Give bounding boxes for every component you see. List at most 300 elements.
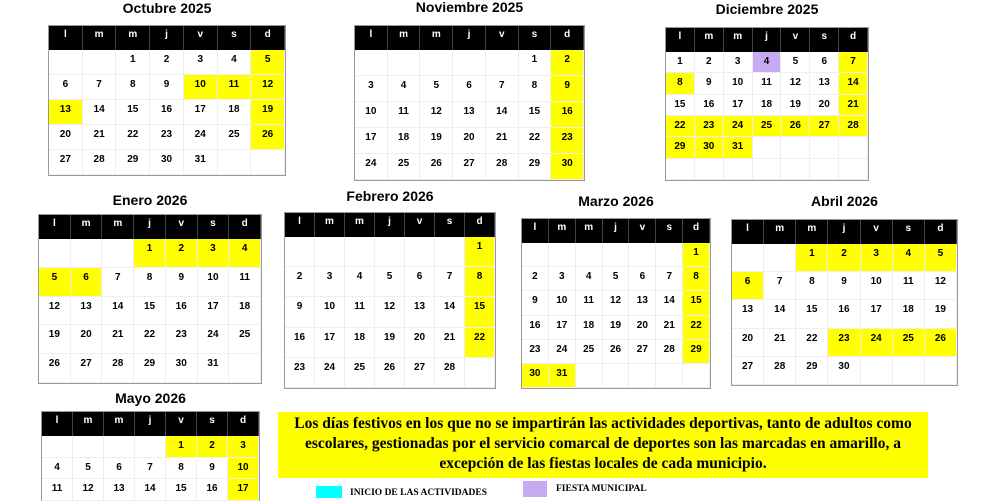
weekday-label: s <box>519 26 552 50</box>
day-cell: 22 <box>519 128 552 154</box>
weekday-label: l <box>39 215 71 239</box>
day-cell <box>420 50 453 76</box>
day-cell: 17 <box>724 95 753 116</box>
day-cell: 15 <box>134 297 166 326</box>
weekday-label: d <box>551 26 584 50</box>
week-row <box>355 76 584 102</box>
week-row <box>666 159 868 180</box>
day-cell: 6 <box>810 52 839 73</box>
day-cell: 16 <box>551 102 584 128</box>
weekday-label: s <box>197 412 228 436</box>
day-cell <box>810 159 839 180</box>
day-cell: 10 <box>549 291 576 315</box>
day-cell: 4 <box>229 239 261 268</box>
weekday-label: m <box>796 220 828 244</box>
day-cell: 19 <box>251 100 285 125</box>
day-cell: 22 <box>666 116 695 137</box>
day-cell: 30 <box>551 154 584 180</box>
week-row <box>732 300 957 328</box>
day-cell: 21 <box>83 125 117 150</box>
day-cell: 26 <box>420 154 453 180</box>
day-cell: 18 <box>388 128 421 154</box>
day-cell <box>453 50 486 76</box>
day-cell <box>522 243 549 267</box>
calendar-grid <box>284 212 496 389</box>
month-title: Enero 2026 <box>112 192 188 208</box>
day-cell: 24 <box>198 325 230 354</box>
day-cell: 15 <box>683 291 710 315</box>
day-cell <box>405 237 435 267</box>
week-row <box>39 354 261 383</box>
day-cell: 31 <box>184 150 218 175</box>
day-cell <box>781 159 810 180</box>
weekday-label: s <box>893 220 925 244</box>
weekday-label: s <box>810 28 839 52</box>
weekday-label: s <box>218 26 252 50</box>
weekday-label: m <box>315 213 345 237</box>
day-cell: 11 <box>229 268 261 297</box>
week-row <box>355 102 584 128</box>
calendar-grid <box>731 219 958 386</box>
weekday-label: m <box>73 412 104 436</box>
weekday-label: v <box>405 213 435 237</box>
day-cell: 13 <box>104 479 135 501</box>
day-cell: 23 <box>551 128 584 154</box>
day-cell: 1 <box>666 52 695 73</box>
day-cell: 19 <box>375 328 405 358</box>
day-cell: 27 <box>49 150 83 175</box>
day-cell: 21 <box>764 329 796 357</box>
day-cell: 7 <box>839 52 868 73</box>
day-cell: 7 <box>102 268 134 297</box>
day-cell: 9 <box>522 291 549 315</box>
month-marzo <box>521 193 711 389</box>
weekday-label: j <box>828 220 860 244</box>
weekday-label: l <box>285 213 315 237</box>
day-cell: 25 <box>576 340 603 364</box>
day-cell: 16 <box>166 297 198 326</box>
weekday-label: l <box>732 220 764 244</box>
day-cell: 9 <box>166 268 198 297</box>
day-cell: 25 <box>753 116 782 137</box>
day-cell: 14 <box>486 102 519 128</box>
day-cell <box>315 237 345 267</box>
day-cell: 29 <box>116 150 150 175</box>
day-cell <box>355 50 388 76</box>
day-cell: 11 <box>218 75 252 100</box>
day-cell <box>576 364 603 388</box>
day-cell: 12 <box>73 479 104 501</box>
day-cell <box>345 237 375 267</box>
weekday-label: l <box>355 26 388 50</box>
weekday-header <box>522 219 710 243</box>
weekday-label: s <box>435 213 465 237</box>
weekday-label: d <box>251 26 285 50</box>
month-octubre <box>48 0 286 176</box>
day-cell <box>656 364 683 388</box>
day-cell <box>810 137 839 158</box>
day-cell: 1 <box>465 237 495 267</box>
month-title: Diciembre 2025 <box>715 1 819 17</box>
weekday-label: d <box>228 412 259 436</box>
day-cell <box>732 244 764 272</box>
day-cell <box>724 159 753 180</box>
day-cell: 18 <box>345 328 375 358</box>
day-cell: 18 <box>218 100 252 125</box>
weekday-header <box>732 220 957 244</box>
day-cell: 29 <box>796 357 828 385</box>
day-cell: 30 <box>828 357 860 385</box>
day-cell: 27 <box>405 358 435 388</box>
day-cell: 14 <box>656 291 683 315</box>
day-cell: 12 <box>925 272 957 300</box>
month-noviembre <box>354 0 585 181</box>
weekday-label: m <box>345 213 375 237</box>
day-cell: 7 <box>435 267 465 297</box>
day-cell <box>781 137 810 158</box>
day-cell <box>576 243 603 267</box>
day-cell: 20 <box>49 125 83 150</box>
calendar-grid <box>521 218 711 389</box>
day-cell: 26 <box>925 329 957 357</box>
month-enero <box>38 192 262 384</box>
day-cell: 28 <box>656 340 683 364</box>
day-cell: 10 <box>355 102 388 128</box>
day-cell: 15 <box>666 95 695 116</box>
day-cell: 2 <box>150 50 184 75</box>
day-cell: 25 <box>218 125 252 150</box>
day-cell: 15 <box>796 300 828 328</box>
month-title: Abril 2026 <box>811 193 878 209</box>
day-cell <box>135 436 166 458</box>
day-cell: 6 <box>49 75 83 100</box>
week-row <box>522 316 710 340</box>
day-cell: 3 <box>549 267 576 291</box>
weekday-label: s <box>198 215 230 239</box>
day-cell <box>251 150 285 175</box>
day-cell: 7 <box>486 76 519 102</box>
weekday-label: l <box>522 219 549 243</box>
day-cell: 13 <box>405 297 435 327</box>
day-cell: 21 <box>486 128 519 154</box>
day-cell: 25 <box>388 154 421 180</box>
weekday-label: m <box>116 26 150 50</box>
day-cell: 3 <box>861 244 893 272</box>
day-cell: 14 <box>102 297 134 326</box>
day-cell: 20 <box>810 95 839 116</box>
week-row <box>522 340 710 364</box>
week-row <box>285 267 495 297</box>
day-cell: 5 <box>925 244 957 272</box>
day-cell: 10 <box>861 272 893 300</box>
day-cell: 6 <box>405 267 435 297</box>
weekday-label: d <box>683 219 710 243</box>
day-cell: 16 <box>150 100 184 125</box>
day-cell: 2 <box>522 267 549 291</box>
day-cell: 15 <box>166 479 197 501</box>
month-mayo <box>41 389 260 501</box>
week-row <box>522 364 710 388</box>
day-cell: 12 <box>251 75 285 100</box>
day-cell <box>893 357 925 385</box>
day-cell: 14 <box>435 297 465 327</box>
day-cell: 9 <box>551 76 584 102</box>
day-cell: 13 <box>732 300 764 328</box>
day-cell: 13 <box>453 102 486 128</box>
day-cell: 7 <box>135 458 166 480</box>
day-cell: 3 <box>315 267 345 297</box>
day-cell: 29 <box>683 340 710 364</box>
weekday-label: d <box>925 220 957 244</box>
day-cell: 11 <box>753 73 782 94</box>
day-cell: 20 <box>629 316 656 340</box>
day-cell: 8 <box>166 458 197 480</box>
day-cell: 26 <box>781 116 810 137</box>
day-cell: 27 <box>810 116 839 137</box>
weekday-label: j <box>603 219 630 243</box>
day-cell: 23 <box>695 116 724 137</box>
week-row <box>666 116 868 137</box>
day-cell: 1 <box>116 50 150 75</box>
weekday-label: v <box>166 215 198 239</box>
day-cell: 11 <box>345 297 375 327</box>
day-cell: 8 <box>116 75 150 100</box>
day-cell: 3 <box>198 239 230 268</box>
day-cell: 5 <box>73 458 104 480</box>
day-cell: 21 <box>435 328 465 358</box>
day-cell: 30 <box>695 137 724 158</box>
day-cell: 16 <box>695 95 724 116</box>
day-cell <box>218 150 252 175</box>
day-cell: 15 <box>519 102 552 128</box>
day-cell: 23 <box>522 340 549 364</box>
day-cell: 4 <box>345 267 375 297</box>
day-cell: 4 <box>893 244 925 272</box>
day-cell <box>629 243 656 267</box>
day-cell: 3 <box>184 50 218 75</box>
day-cell: 1 <box>796 244 828 272</box>
day-cell <box>435 237 465 267</box>
week-row <box>732 272 957 300</box>
day-cell: 27 <box>453 154 486 180</box>
week-row <box>49 150 285 175</box>
day-cell: 22 <box>465 328 495 358</box>
day-cell: 26 <box>39 354 71 383</box>
day-cell: 21 <box>656 316 683 340</box>
day-cell: 14 <box>839 73 868 94</box>
day-cell: 18 <box>576 316 603 340</box>
day-cell: 29 <box>666 137 695 158</box>
week-row <box>39 239 261 268</box>
legend-label-fiesta: FIESTA MUNICIPAL <box>556 484 647 494</box>
day-cell: 17 <box>228 479 259 501</box>
day-cell: 2 <box>828 244 860 272</box>
day-cell: 12 <box>603 291 630 315</box>
day-cell: 22 <box>116 125 150 150</box>
day-cell: 4 <box>388 76 421 102</box>
weekday-label: m <box>695 28 724 52</box>
day-cell: 1 <box>519 50 552 76</box>
day-cell: 20 <box>71 325 103 354</box>
week-row <box>49 50 285 75</box>
day-cell <box>49 50 83 75</box>
weekday-label: v <box>486 26 519 50</box>
day-cell: 24 <box>184 125 218 150</box>
day-cell: 19 <box>39 325 71 354</box>
week-row <box>355 50 584 76</box>
day-cell: 2 <box>285 267 315 297</box>
day-cell: 1 <box>166 436 197 458</box>
day-cell: 28 <box>435 358 465 388</box>
weekday-label: m <box>83 26 117 50</box>
day-cell <box>229 354 261 383</box>
weekday-label: j <box>753 28 782 52</box>
day-cell: 20 <box>453 128 486 154</box>
day-cell: 12 <box>375 297 405 327</box>
day-cell: 31 <box>724 137 753 158</box>
day-cell: 10 <box>198 268 230 297</box>
day-cell: 31 <box>549 364 576 388</box>
day-cell: 14 <box>135 479 166 501</box>
day-cell: 26 <box>251 125 285 150</box>
day-cell: 2 <box>695 52 724 73</box>
day-cell: 30 <box>150 150 184 175</box>
legend-swatch-inicio <box>316 486 342 498</box>
day-cell: 23 <box>285 358 315 388</box>
day-cell: 24 <box>549 340 576 364</box>
day-cell <box>839 159 868 180</box>
day-cell: 13 <box>810 73 839 94</box>
weekday-label: m <box>388 26 421 50</box>
weekday-label: v <box>166 412 197 436</box>
day-cell: 18 <box>229 297 261 326</box>
day-cell: 27 <box>71 354 103 383</box>
day-cell: 16 <box>522 316 549 340</box>
day-cell: 18 <box>893 300 925 328</box>
day-cell <box>695 159 724 180</box>
day-cell: 16 <box>828 300 860 328</box>
month-title: Octubre 2025 <box>122 0 212 16</box>
day-cell <box>839 137 868 158</box>
day-cell <box>388 50 421 76</box>
weekday-label: d <box>465 213 495 237</box>
day-cell <box>285 237 315 267</box>
day-cell: 26 <box>603 340 630 364</box>
weekday-label: j <box>453 26 486 50</box>
day-cell: 6 <box>629 267 656 291</box>
day-cell <box>102 239 134 268</box>
day-cell <box>73 436 104 458</box>
day-cell <box>925 357 957 385</box>
week-row <box>355 128 584 154</box>
day-cell: 3 <box>724 52 753 73</box>
weekday-label: j <box>375 213 405 237</box>
day-cell: 17 <box>198 297 230 326</box>
day-cell: 16 <box>285 328 315 358</box>
day-cell: 17 <box>549 316 576 340</box>
day-cell: 30 <box>522 364 549 388</box>
week-row <box>39 325 261 354</box>
day-cell: 15 <box>465 297 495 327</box>
day-cell: 23 <box>828 329 860 357</box>
week-row <box>42 436 259 458</box>
day-cell <box>753 159 782 180</box>
day-cell: 16 <box>197 479 228 501</box>
week-row <box>49 100 285 125</box>
weekday-label: l <box>49 26 83 50</box>
day-cell: 8 <box>666 73 695 94</box>
day-cell: 3 <box>355 76 388 102</box>
day-cell: 6 <box>453 76 486 102</box>
day-cell: 28 <box>102 354 134 383</box>
weekday-label: m <box>420 26 453 50</box>
month-febrero <box>284 188 496 389</box>
day-cell: 25 <box>345 358 375 388</box>
day-cell: 10 <box>184 75 218 100</box>
week-row <box>39 268 261 297</box>
day-cell: 2 <box>551 50 584 76</box>
day-cell: 17 <box>355 128 388 154</box>
day-cell: 23 <box>150 125 184 150</box>
week-row <box>285 237 495 267</box>
day-cell: 14 <box>764 300 796 328</box>
day-cell: 10 <box>315 297 345 327</box>
calendar-grid <box>38 214 262 384</box>
week-row <box>522 291 710 315</box>
week-row <box>39 297 261 326</box>
day-cell: 10 <box>228 458 259 480</box>
legend-label-inicio: INICIO DE LAS ACTIVIDADES <box>350 488 487 498</box>
day-cell: 11 <box>388 102 421 128</box>
day-cell <box>104 436 135 458</box>
weekday-label: s <box>656 219 683 243</box>
week-row <box>732 329 957 357</box>
day-cell: 20 <box>732 329 764 357</box>
day-cell: 12 <box>781 73 810 94</box>
day-cell <box>375 237 405 267</box>
day-cell: 27 <box>732 357 764 385</box>
day-cell: 12 <box>420 102 453 128</box>
day-cell <box>861 357 893 385</box>
day-cell: 19 <box>925 300 957 328</box>
weekday-label: d <box>839 28 868 52</box>
weekday-label: m <box>104 412 135 436</box>
weekday-label: m <box>102 215 134 239</box>
day-cell: 6 <box>71 268 103 297</box>
week-row <box>49 125 285 150</box>
month-diciembre <box>665 0 869 181</box>
day-cell: 25 <box>229 325 261 354</box>
weekday-label: v <box>184 26 218 50</box>
day-cell: 9 <box>197 458 228 480</box>
day-cell <box>666 159 695 180</box>
day-cell: 13 <box>71 297 103 326</box>
calendar-grid <box>665 27 869 181</box>
day-cell: 4 <box>42 458 73 480</box>
day-cell: 5 <box>781 52 810 73</box>
week-row <box>666 73 868 94</box>
day-cell: 6 <box>104 458 135 480</box>
month-title: Marzo 2026 <box>578 193 654 209</box>
day-cell: 17 <box>315 328 345 358</box>
day-cell: 29 <box>134 354 166 383</box>
day-cell: 6 <box>732 272 764 300</box>
week-row <box>49 75 285 100</box>
day-cell: 9 <box>285 297 315 327</box>
day-cell: 7 <box>764 272 796 300</box>
day-cell: 11 <box>576 291 603 315</box>
day-cell: 7 <box>656 267 683 291</box>
